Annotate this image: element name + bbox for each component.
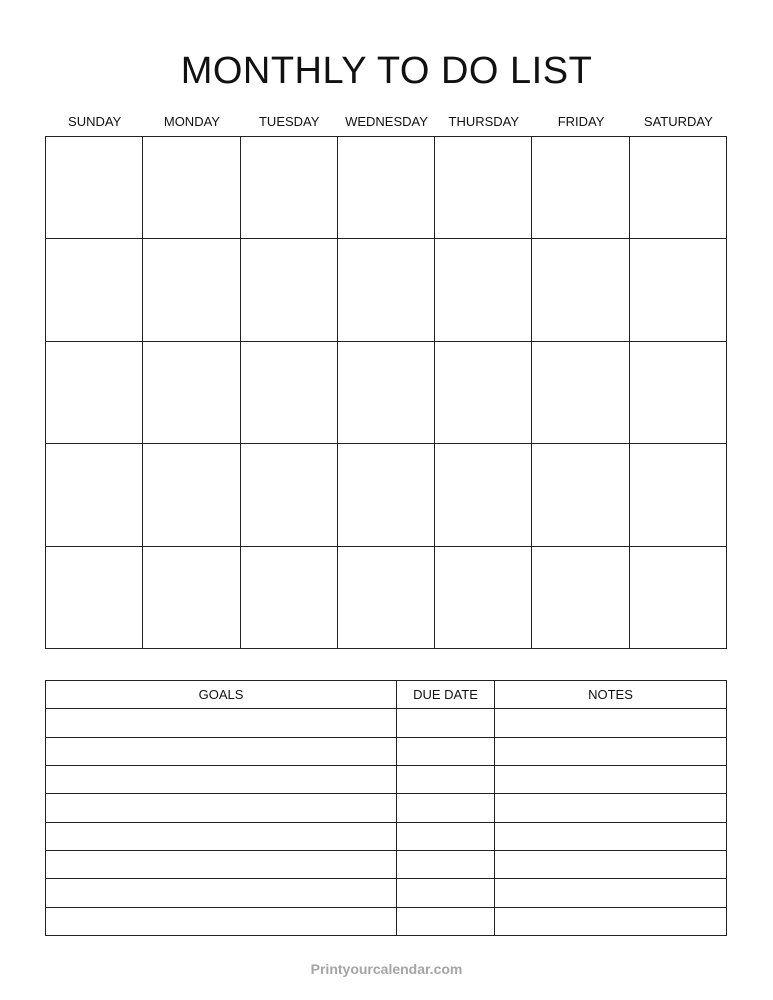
weekday-wednesday: WEDNESDAY [345, 114, 428, 129]
due-date-cell[interactable] [397, 709, 495, 737]
due-date-cell[interactable] [397, 851, 495, 879]
calendar-day-cell[interactable] [630, 342, 727, 444]
calendar-day-cell[interactable] [46, 239, 143, 341]
notes-cell[interactable] [495, 794, 727, 822]
calendar-day-cell[interactable] [241, 342, 338, 444]
weekday-friday: FRIDAY [557, 114, 605, 129]
goal-cell[interactable] [46, 709, 397, 737]
calendar-day-cell[interactable] [241, 239, 338, 341]
footer-website: Printyourcalendar.com [310, 961, 463, 977]
weekday-header-row [46, 112, 727, 132]
calendar-day-cell[interactable] [532, 547, 629, 649]
goal-cell[interactable] [46, 908, 397, 936]
goal-cell[interactable] [46, 766, 397, 794]
calendar-day-cell[interactable] [338, 239, 435, 341]
calendar-day-cell[interactable] [435, 342, 532, 444]
goal-cell[interactable] [46, 851, 397, 879]
calendar-day-cell[interactable] [241, 444, 338, 546]
goal-cell[interactable] [46, 738, 397, 766]
calendar-day-cell[interactable] [435, 239, 532, 341]
calendar-grid [45, 136, 727, 649]
calendar-day-cell[interactable] [532, 239, 629, 341]
calendar-day-cell[interactable] [46, 547, 143, 649]
due-date-cell[interactable] [397, 823, 495, 851]
calendar-day-cell[interactable] [241, 547, 338, 649]
calendar-day-cell[interactable] [46, 137, 143, 239]
calendar-day-cell[interactable] [435, 137, 532, 239]
calendar-day-cell[interactable] [630, 444, 727, 546]
calendar-day-cell[interactable] [435, 444, 532, 546]
notes-column-header: NOTES [495, 681, 727, 709]
page-title: MONTHLY TO DO LIST [180, 50, 593, 92]
calendar-day-cell[interactable] [338, 342, 435, 444]
due-date-cell[interactable] [397, 794, 495, 822]
calendar-day-cell[interactable] [241, 137, 338, 239]
calendar-day-cell[interactable] [532, 444, 629, 546]
calendar-day-cell[interactable] [630, 239, 727, 341]
calendar-day-cell[interactable] [143, 444, 240, 546]
calendar-day-cell[interactable] [532, 137, 629, 239]
calendar-day-cell[interactable] [46, 342, 143, 444]
calendar-day-cell[interactable] [435, 547, 532, 649]
due-date-cell[interactable] [397, 766, 495, 794]
notes-cell[interactable] [495, 908, 727, 936]
calendar-day-cell[interactable] [143, 239, 240, 341]
notes-cell[interactable] [495, 823, 727, 851]
calendar-day-cell[interactable] [338, 444, 435, 546]
calendar-day-cell[interactable] [143, 547, 240, 649]
calendar-day-cell[interactable] [143, 137, 240, 239]
notes-cell[interactable] [495, 738, 727, 766]
goal-cell[interactable] [46, 794, 397, 822]
goals-column-header: GOALS [46, 681, 397, 709]
calendar-day-cell[interactable] [46, 444, 143, 546]
calendar-day-cell[interactable] [630, 137, 727, 239]
notes-cell[interactable] [495, 879, 727, 907]
calendar-day-cell[interactable] [532, 342, 629, 444]
goal-cell[interactable] [46, 823, 397, 851]
goal-cell[interactable] [46, 879, 397, 907]
notes-cell[interactable] [495, 709, 727, 737]
calendar-day-cell[interactable] [338, 547, 435, 649]
notes-cell[interactable] [495, 851, 727, 879]
due-date-cell[interactable] [397, 879, 495, 907]
weekday-saturday: SATURDAY [643, 114, 713, 129]
due-date-cell[interactable] [397, 908, 495, 936]
goals-table [45, 680, 727, 936]
due-date-column-header: DUE DATE [397, 681, 495, 709]
calendar-day-cell[interactable] [143, 342, 240, 444]
calendar-day-cell[interactable] [630, 547, 727, 649]
weekday-tuesday: TUESDAY [258, 114, 320, 129]
notes-cell[interactable] [495, 766, 727, 794]
weekday-sunday: SUNDAY [68, 114, 122, 129]
weekday-thursday: THURSDAY [448, 114, 520, 129]
weekday-monday: MONDAY [163, 114, 220, 129]
calendar-day-cell[interactable] [338, 137, 435, 239]
due-date-cell[interactable] [397, 738, 495, 766]
